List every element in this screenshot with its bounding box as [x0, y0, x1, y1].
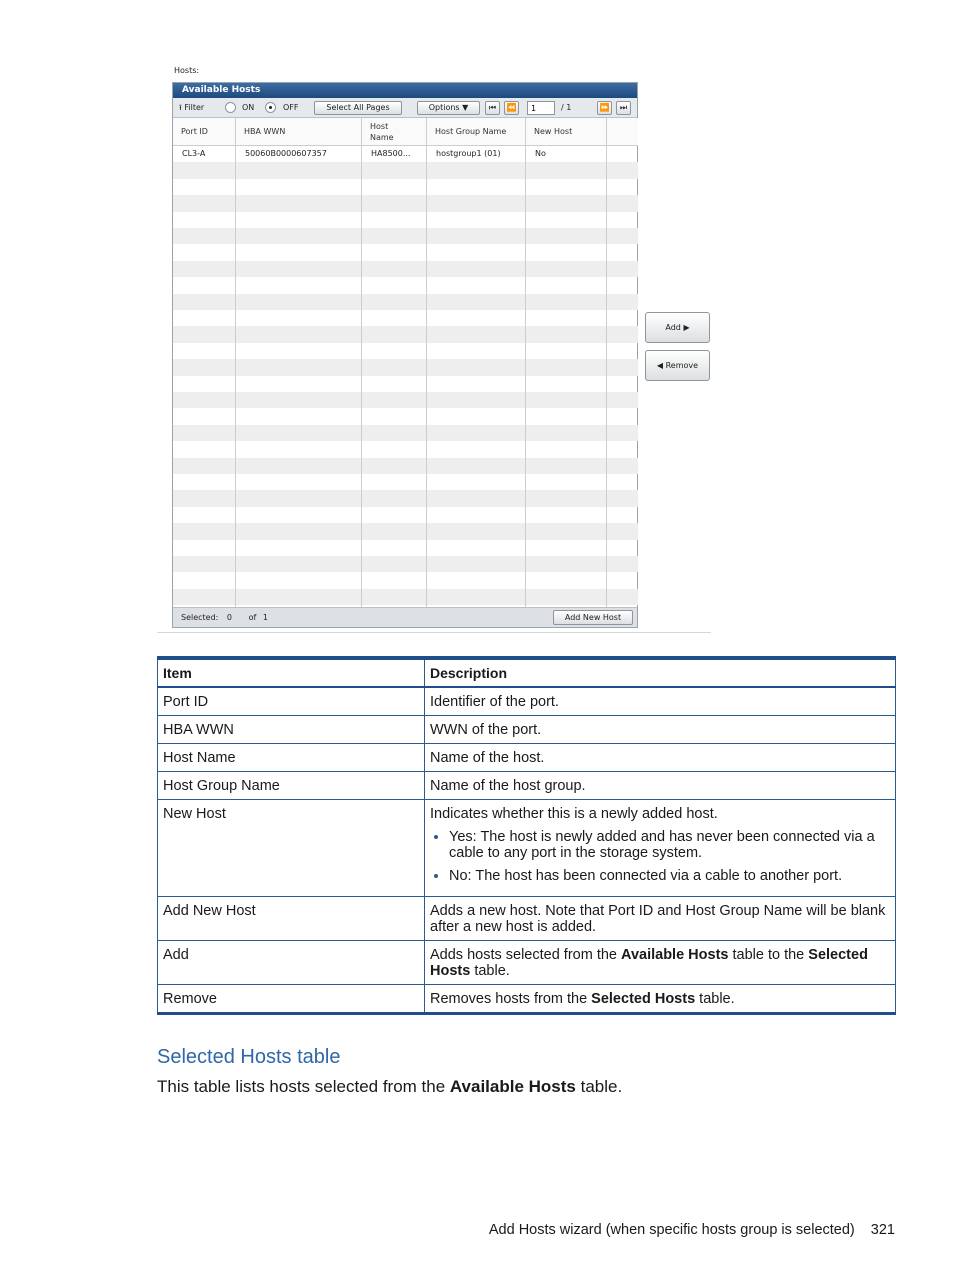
filter-toggle[interactable]	[179, 101, 204, 114]
hosts-label: Hosts:	[174, 66, 200, 75]
table-row	[173, 408, 638, 424]
table-row	[173, 343, 638, 359]
table-row	[173, 458, 638, 474]
add-new-host-button[interactable]: Add New Host	[553, 610, 633, 625]
table-row	[173, 212, 638, 228]
filter-label: Filter	[184, 103, 205, 112]
filter-on-radio[interactable]	[225, 102, 236, 113]
fast-forward-icon: ⏩	[599, 103, 610, 112]
grid-header	[173, 118, 638, 146]
table-row	[158, 985, 896, 1014]
selected-summary	[181, 611, 268, 624]
table-row	[158, 687, 896, 716]
text: table.	[575, 1077, 623, 1096]
table-row	[158, 800, 896, 897]
remove-label: Remove	[665, 361, 699, 370]
text: Removes hosts from the	[430, 991, 592, 1007]
grid-cell: hostgroup1 (01)	[436, 149, 501, 158]
bold-text: Selected Hosts	[430, 947, 868, 979]
section-heading: Selected Hosts table	[157, 1046, 341, 1068]
page-footer	[489, 1222, 895, 1238]
of-label: of	[248, 613, 257, 622]
header-description: Description	[425, 658, 896, 687]
item-cell: New Host	[158, 800, 425, 897]
column-divider	[606, 146, 607, 608]
figure-separator	[157, 632, 711, 633]
next-page-button[interactable]	[597, 101, 612, 115]
table-row	[173, 261, 638, 277]
list-item: • Yes: The host is newly added and has never been connected via a cable to any port in the storage system.	[449, 829, 890, 861]
page-total: / 1	[561, 103, 572, 112]
column-divider	[426, 146, 427, 608]
footer-title: Add Hosts wizard (when specific hosts group is selected)	[488, 1222, 855, 1238]
description-text: Indicates whether this is a newly added host.	[430, 806, 718, 822]
table-row	[158, 897, 896, 941]
header-item: Item	[158, 658, 425, 687]
last-page-icon: ⏭	[619, 103, 628, 112]
table-row	[173, 589, 638, 605]
item-cell: Host Group Name	[158, 772, 425, 800]
selected-count: 0	[226, 613, 233, 622]
list-item: • No: The host has been connected via a cable to another port.	[449, 868, 890, 884]
select-all-pages-button[interactable]: Select All Pages	[314, 101, 402, 115]
column-divider	[361, 146, 362, 608]
previous-page-button[interactable]	[504, 101, 519, 115]
bold-text: Selected Hosts	[591, 991, 696, 1007]
table-row	[173, 507, 638, 523]
triangle-left-icon: ◀	[656, 361, 664, 370]
description-cell: WWN of the port.	[425, 716, 896, 744]
rewind-icon: ⏪	[506, 103, 517, 112]
item-cell: Host Name	[158, 744, 425, 772]
grid-cell: No	[535, 149, 546, 158]
column-divider	[525, 146, 526, 608]
total-count: 1	[262, 613, 268, 622]
last-page-button[interactable]	[616, 101, 631, 115]
table-row	[173, 376, 638, 392]
add-button[interactable]	[645, 312, 710, 343]
table-row	[158, 772, 896, 800]
column-header-hba-wwn[interactable]: HBA WWN	[236, 118, 362, 146]
bold-text: Available Hosts	[449, 1077, 576, 1096]
grid-cell: 50060B0000607357	[245, 149, 327, 158]
table-row	[173, 294, 638, 310]
item-cell: Add New Host	[158, 897, 425, 941]
column-divider	[235, 146, 236, 608]
table-row	[173, 441, 638, 457]
hosts-grid	[173, 118, 638, 608]
table-row	[173, 179, 638, 195]
description-cell	[425, 941, 896, 985]
toolbar	[173, 98, 637, 118]
table-row	[173, 540, 638, 556]
section-text	[157, 1077, 622, 1097]
text: table to the	[728, 947, 809, 963]
table-row	[173, 195, 638, 211]
table-row	[173, 474, 638, 490]
table-row[interactable]	[173, 146, 638, 162]
filter-off-radio[interactable]	[265, 102, 276, 113]
description-cell	[425, 800, 896, 897]
table-row	[173, 162, 638, 178]
table-row	[173, 425, 638, 441]
table-row	[173, 277, 638, 293]
item-cell: HBA WWN	[158, 716, 425, 744]
table-row	[173, 556, 638, 572]
remove-button[interactable]	[645, 350, 710, 381]
first-page-button[interactable]	[485, 101, 500, 115]
page-number-input[interactable]	[527, 101, 555, 115]
options-label: Options	[428, 103, 460, 112]
caret-down-icon: ▼	[462, 103, 469, 112]
table-row	[173, 310, 638, 326]
column-header-host-group-name[interactable]: Host Group Name	[427, 118, 526, 146]
triangle-right-icon: ▶	[683, 323, 690, 332]
column-header-host-name[interactable]: Host Name	[362, 118, 427, 146]
item-cell: Remove	[158, 985, 425, 1014]
description-cell: Name of the host.	[425, 744, 896, 772]
first-page-icon: ⏮	[488, 103, 497, 112]
text: Adds hosts selected from the	[430, 947, 622, 963]
grid-cell: HA8500...	[371, 149, 411, 158]
options-button[interactable]	[417, 101, 480, 115]
description-cell: Name of the host group.	[425, 772, 896, 800]
text: table.	[470, 963, 510, 979]
table-row	[158, 744, 896, 772]
table-row	[173, 244, 638, 260]
items-description-table	[157, 656, 896, 1015]
double-chevron-up-icon: ⭱	[179, 103, 182, 112]
available-hosts-panel	[172, 82, 638, 628]
page-number: 321	[870, 1222, 895, 1238]
grid-footer	[173, 607, 637, 627]
column-header-port-id[interactable]: Port ID	[173, 118, 236, 146]
table-header-row	[158, 658, 896, 687]
table-row	[158, 941, 896, 985]
text: table.	[695, 991, 735, 1007]
panel-title: Available Hosts	[173, 83, 637, 98]
bold-text: Available Hosts	[621, 947, 729, 963]
table-row	[173, 326, 638, 342]
selected-label: Selected:	[181, 613, 219, 622]
description-cell	[425, 985, 896, 1014]
filter-off-label: OFF	[283, 103, 299, 112]
column-header-new-host[interactable]: New Host	[526, 118, 607, 146]
table-row	[158, 716, 896, 744]
bullet-list	[430, 829, 890, 884]
table-row	[173, 392, 638, 408]
table-row	[173, 572, 638, 588]
description-cell: Adds a new host. Note that Port ID and Host Group Name will be blank after a new host is added.	[425, 897, 896, 941]
table-row	[173, 228, 638, 244]
table-row	[173, 359, 638, 375]
grid-cell: CL3-A	[182, 149, 206, 158]
item-cell: Port ID	[158, 687, 425, 716]
filter-on-label: ON	[242, 103, 255, 112]
description-cell: Identifier of the port.	[425, 687, 896, 716]
add-label: Add	[665, 323, 681, 332]
item-cell: Add	[158, 941, 425, 985]
table-row	[173, 523, 638, 539]
text: This table lists hosts selected from the	[157, 1077, 450, 1096]
table-row	[173, 490, 638, 506]
